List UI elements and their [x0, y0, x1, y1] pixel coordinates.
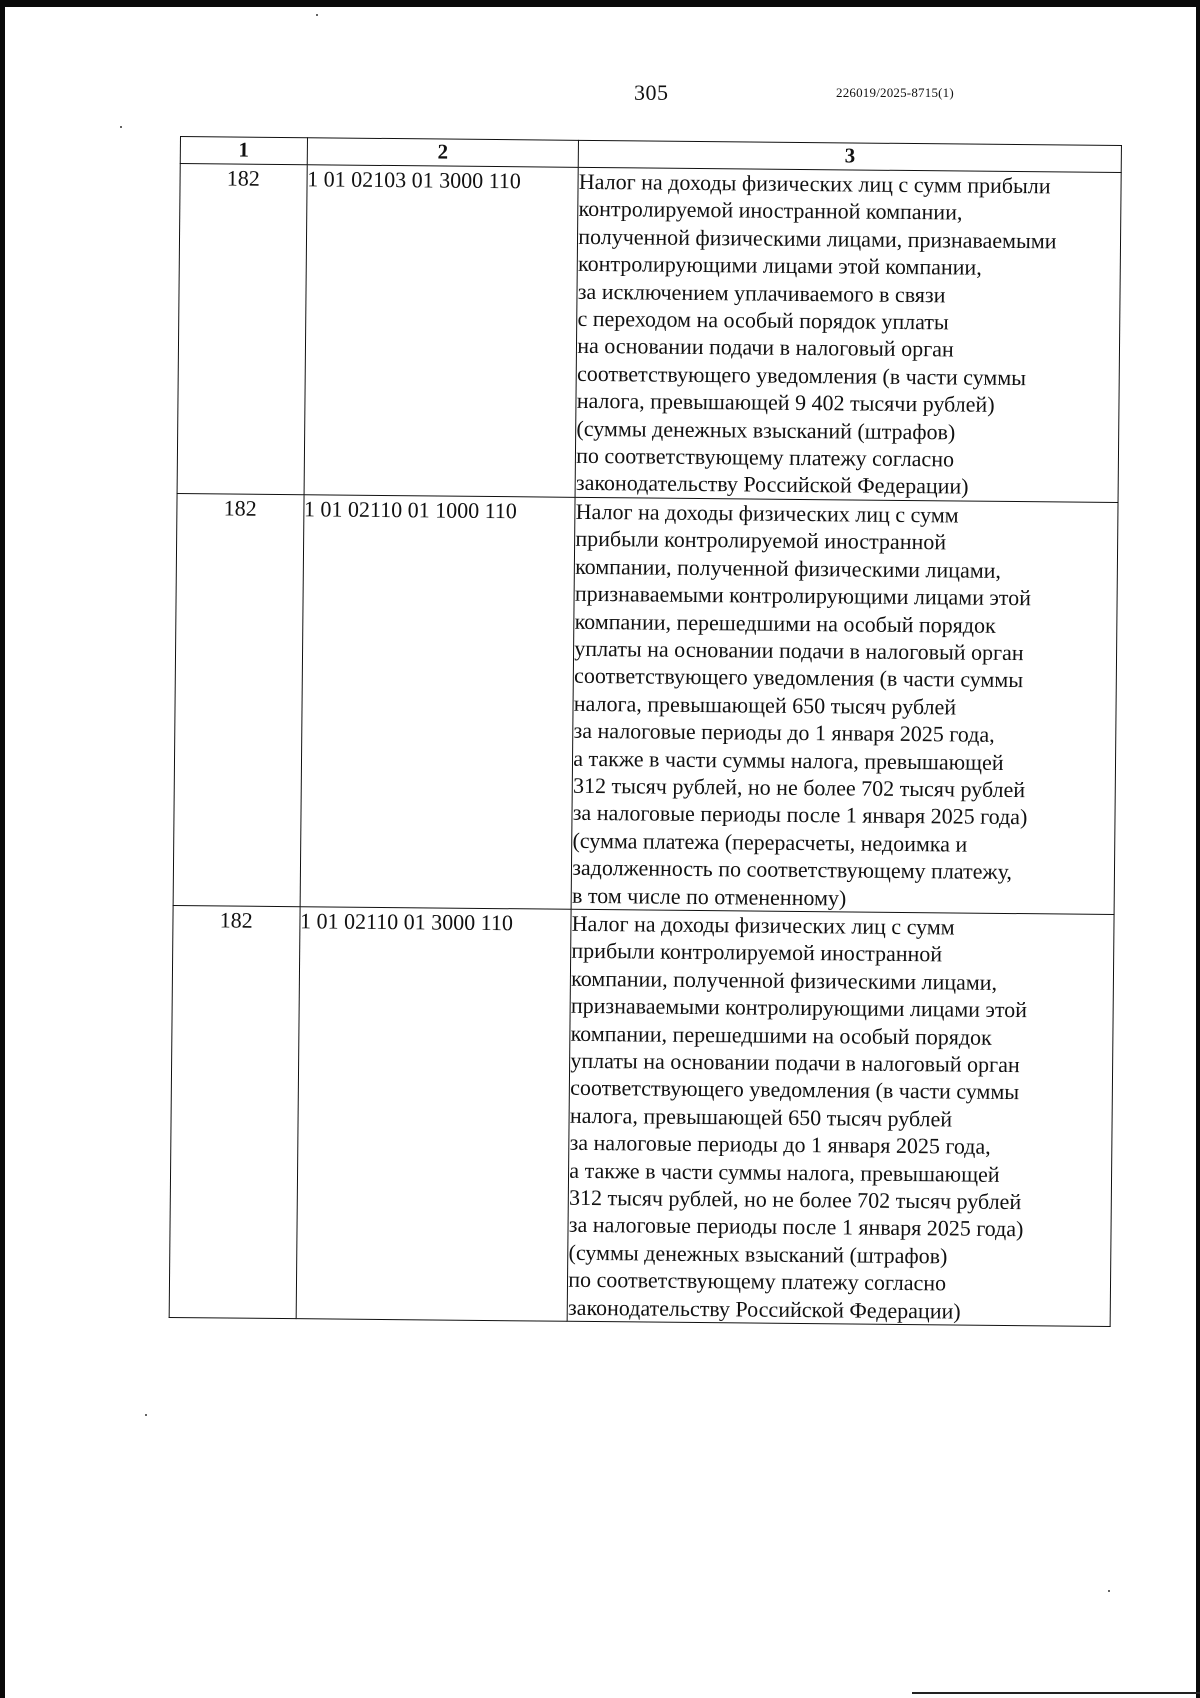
income-name-line: законодательству Российской Федерации) — [575, 470, 969, 500]
admin-code-cell: 182 — [169, 905, 300, 1318]
income-name-line: (суммы денежных взысканий (штрафов) — [576, 415, 956, 445]
income-name-line: компании, перешедшими на особый порядок — [574, 608, 996, 638]
document-id: 226019/2025-8715(1) — [836, 85, 954, 100]
income-name-line: за исключением уплачиваемого в связи — [577, 278, 946, 307]
income-name-cell — [571, 497, 1118, 914]
income-name-line: в том числе по отмененному) — [571, 882, 847, 910]
income-name-line: соответствующего уведомления (в части суммы — [573, 663, 1024, 693]
income-name-line: прибыли контролируемой иностранной — [575, 526, 947, 555]
income-name-line: а также в части суммы налога, превышающей — [569, 1157, 1000, 1187]
income-name-line: 312 тысяч рублей, но не более 702 тысяч рублей — [572, 772, 1026, 803]
page-number: 305 — [634, 80, 669, 105]
scan-border-left — [0, 0, 5, 1698]
income-name-line: компании, полученной физическими лицами, — [571, 965, 998, 995]
income-name-line: прибыли контролируемой иностранной — [571, 938, 943, 967]
income-name-line: а также в части суммы налога, превышающей — [573, 745, 1004, 775]
income-name-line: налога, превышающей 650 тысяч рублей — [573, 690, 957, 720]
income-name-line: 312 тысяч рублей, но не более 702 тысяч рублей — [568, 1184, 1022, 1215]
column-header-3: 3 — [578, 140, 1121, 172]
income-name-line: за налоговые периоды до 1 января 2025 года, — [573, 717, 995, 747]
income-name-cell — [575, 167, 1121, 502]
income-name-line: контролируемой иностранной компании, — [578, 196, 963, 225]
income-name-line: соответствующего уведомления (в части суммы — [570, 1075, 1020, 1105]
income-name-line: Налог на доходы физических лиц с сумм прибыли — [578, 168, 1051, 199]
scan-speck — [120, 126, 122, 128]
income-name-line: задолженность по соответствующему платежу, — [572, 854, 1013, 885]
scan-speck — [316, 14, 318, 16]
income-name-line: налога, превышающей 650 тысяч рублей — [569, 1102, 953, 1132]
admin-code-cell: 182 — [177, 164, 307, 495]
income-name-line: по соответствующему платежу согласно — [576, 442, 955, 472]
income-name-cell — [567, 909, 1114, 1326]
scan-border-right — [1196, 0, 1200, 1698]
scan-speck — [1108, 1590, 1110, 1592]
income-name-line: на основании подачи в налоговый орган — [577, 333, 954, 362]
income-name-line: компании, перешедшими на особый порядок — [570, 1020, 992, 1050]
column-header-1: 1 — [180, 137, 307, 165]
scan-artifact-line — [912, 1692, 1200, 1694]
income-name-line: за налоговые периоды после 1 января 2025 года) — [568, 1212, 1024, 1242]
budget-classification-code-cell: 1 01 02110 01 1000 110 — [300, 495, 576, 910]
income-name-line: уплаты на основании подачи в налоговый орган — [570, 1047, 1020, 1078]
budget-classification-code-cell: 1 01 02103 01 3000 110 — [304, 165, 579, 497]
income-name-line: с переходом на особый порядок уплаты — [577, 305, 949, 335]
scan-border-top — [0, 0, 1200, 7]
income-name-line: компании, полученной физическими лицами, — [575, 553, 1002, 583]
column-header-2: 2 — [307, 138, 579, 168]
income-name-line: Налог на доходы физических лиц с сумм — [571, 910, 955, 940]
income-name-line: (суммы денежных взысканий (штрафов) — [568, 1239, 948, 1269]
income-name-line: контролирующими лицами этой компании, — [577, 251, 982, 280]
income-name-line: законодательству Российской Федерации) — [567, 1294, 961, 1324]
admin-code-cell: 182 — [173, 493, 304, 906]
income-name-line: соответствующего уведомления (в части суммы — [576, 360, 1027, 390]
income-name-line: (сумма платежа (перерасчеты, недоимка и — [572, 827, 968, 857]
income-name-line: налога, превышающей 9 402 тысячи рублей) — [576, 388, 995, 418]
scan-speck — [145, 1414, 147, 1416]
income-name-line: за налоговые периоды до 1 января 2025 года, — [569, 1130, 991, 1160]
income-name-line: по соответствующему платежу согласно — [568, 1267, 947, 1296]
income-name-line: признаваемыми контролирующими лицами этой — [574, 580, 1032, 611]
budget-codes-table — [169, 136, 1122, 1327]
income-name-line: Налог на доходы физических лиц с сумм — [575, 498, 959, 528]
table-body — [169, 164, 1121, 1327]
income-name-line: признаваемыми контролирующими лицами этой — [570, 992, 1028, 1023]
table-row — [177, 164, 1121, 503]
budget-classification-code-cell: 1 01 02110 01 3000 110 — [296, 907, 572, 1322]
table-row — [173, 493, 1118, 914]
income-name-line: уплаты на основании подачи в налоговый орган — [574, 635, 1024, 666]
income-name-line: полученной физическими лицами, признаваемыми — [578, 223, 1057, 254]
table-row — [169, 905, 1114, 1326]
income-name-line: за налоговые периоды после 1 января 2025 года) — [572, 800, 1028, 830]
